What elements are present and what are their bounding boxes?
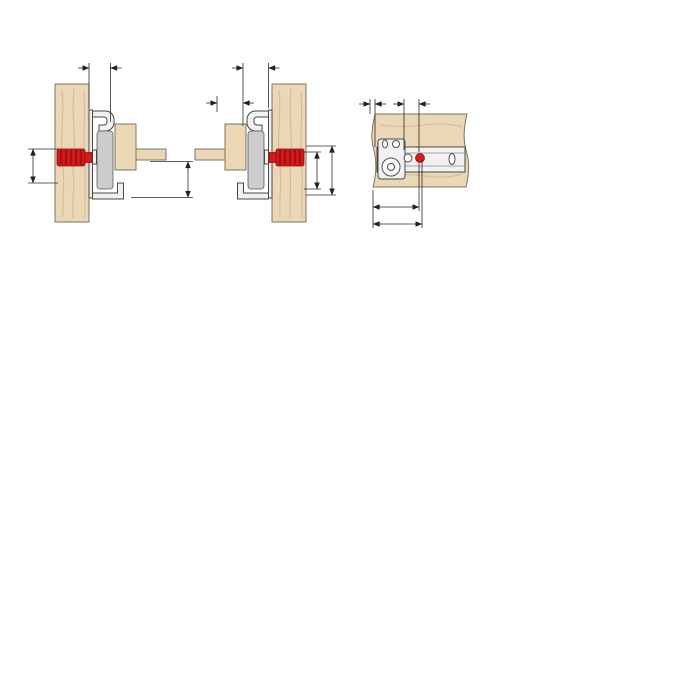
plan-view-right	[359, 99, 469, 228]
rail-top-hook	[247, 111, 269, 131]
rail-detail	[265, 150, 269, 164]
dimension-min-9	[131, 162, 193, 198]
slot-hole	[383, 140, 388, 148]
round-hole	[404, 154, 412, 162]
large-hole-center	[388, 164, 395, 171]
drawer-runner	[248, 131, 264, 189]
screw-position	[416, 154, 425, 163]
dimension-10min-12max	[206, 96, 254, 112]
dimension-14	[304, 152, 321, 189]
dimension-diameter-19	[306, 146, 336, 195]
section-view-middle	[195, 63, 336, 222]
drawer-side	[115, 124, 136, 170]
round-hole	[393, 141, 400, 148]
drawer-bottom-tab	[195, 149, 225, 160]
drawer-runner	[97, 131, 113, 189]
slot-hole	[449, 154, 455, 165]
dimension-14	[28, 149, 58, 183]
drawer-bottom-tab	[136, 149, 166, 160]
drawer-side	[225, 124, 246, 170]
rail-detail	[93, 150, 97, 164]
section-view-left	[28, 63, 193, 222]
